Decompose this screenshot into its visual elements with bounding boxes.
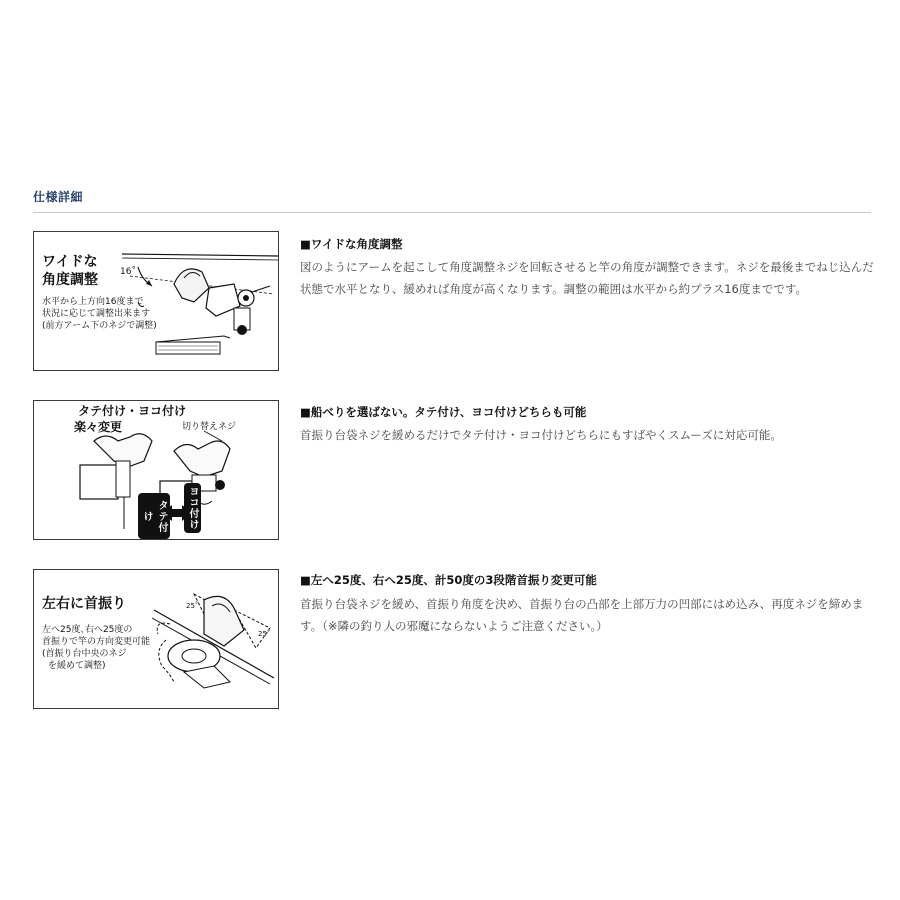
feature-heading: ■ワイドな角度調整 xyxy=(300,237,403,251)
figure-caption-line1: 左へ25度､右へ25度の xyxy=(42,625,133,635)
rod-holder-angle-illustration xyxy=(34,232,279,371)
figure-caption-line3: (首振り台中央のネジ xyxy=(42,649,127,659)
angle-label-right: 25˚ xyxy=(258,630,271,638)
angle-label-left: 25˚ xyxy=(186,602,199,610)
feature-text: 図のようにアームを起こして角度調整ネジを回転させると竿の角度が調整できます。ネジを最後までねじ込んだ状態で水平となり、緩めれば角度が高くなります。調整の範囲は水平から約プラス16度までです。 xyxy=(300,260,874,296)
feature-heading: ■船べりを選ばない。タテ付け、ヨコ付けどちらも可能 xyxy=(300,405,587,419)
figure-caption-line2: 首振りで竿の方向変更可能 xyxy=(42,637,151,647)
badge-horizontal-mount: ヨコ付け xyxy=(184,483,201,533)
figure-caption-line4: を緩めて調整) xyxy=(48,661,106,671)
figure-caption-line1: 水平から上方向16度まで xyxy=(42,297,144,307)
figure-caption-line2: 状況に応じて調整出来ます xyxy=(42,309,151,319)
swivel-illustration xyxy=(34,570,279,709)
figure-title-line2: 楽々変更 xyxy=(74,420,123,434)
figure-mount-orientation xyxy=(33,400,279,540)
figure-wide-angle xyxy=(33,231,279,371)
figure-title: 左右に首振り xyxy=(42,596,126,612)
figure-label-switch-screw: 切り替えネジ xyxy=(182,422,237,432)
figure-title-line1: タテ付け・ヨコ付け xyxy=(78,404,187,418)
section-divider xyxy=(33,212,871,213)
figure-swivel xyxy=(33,569,279,709)
feature-heading: ■左へ25度、右へ25度、計50度の3段階首振り変更可能 xyxy=(300,573,597,587)
feature-text: 首振り台袋ネジを緩めるだけでタテ付け・ヨコ付けどちらにもすばやくスムーズに対応可能。 xyxy=(300,428,782,442)
badge-vertical-mount: タテ付け xyxy=(138,493,170,539)
angle-label: 16˚ xyxy=(120,267,136,277)
section-title: 仕様詳細 xyxy=(33,190,84,204)
figure-title-line2: 角度調整 xyxy=(42,272,98,288)
figure-caption-line3: (前方アーム下のネジで調整) xyxy=(42,321,157,331)
figure-title-line1: ワイドな xyxy=(42,254,98,270)
feature-text: 首振り台袋ネジを緩め、首振り角度を決め、首振り台の凸部を上部万力の凹部にはめ込み、再度ネジを締めます。（※隣の釣り人の邪魔にならないようご注意ください。） xyxy=(300,597,864,633)
